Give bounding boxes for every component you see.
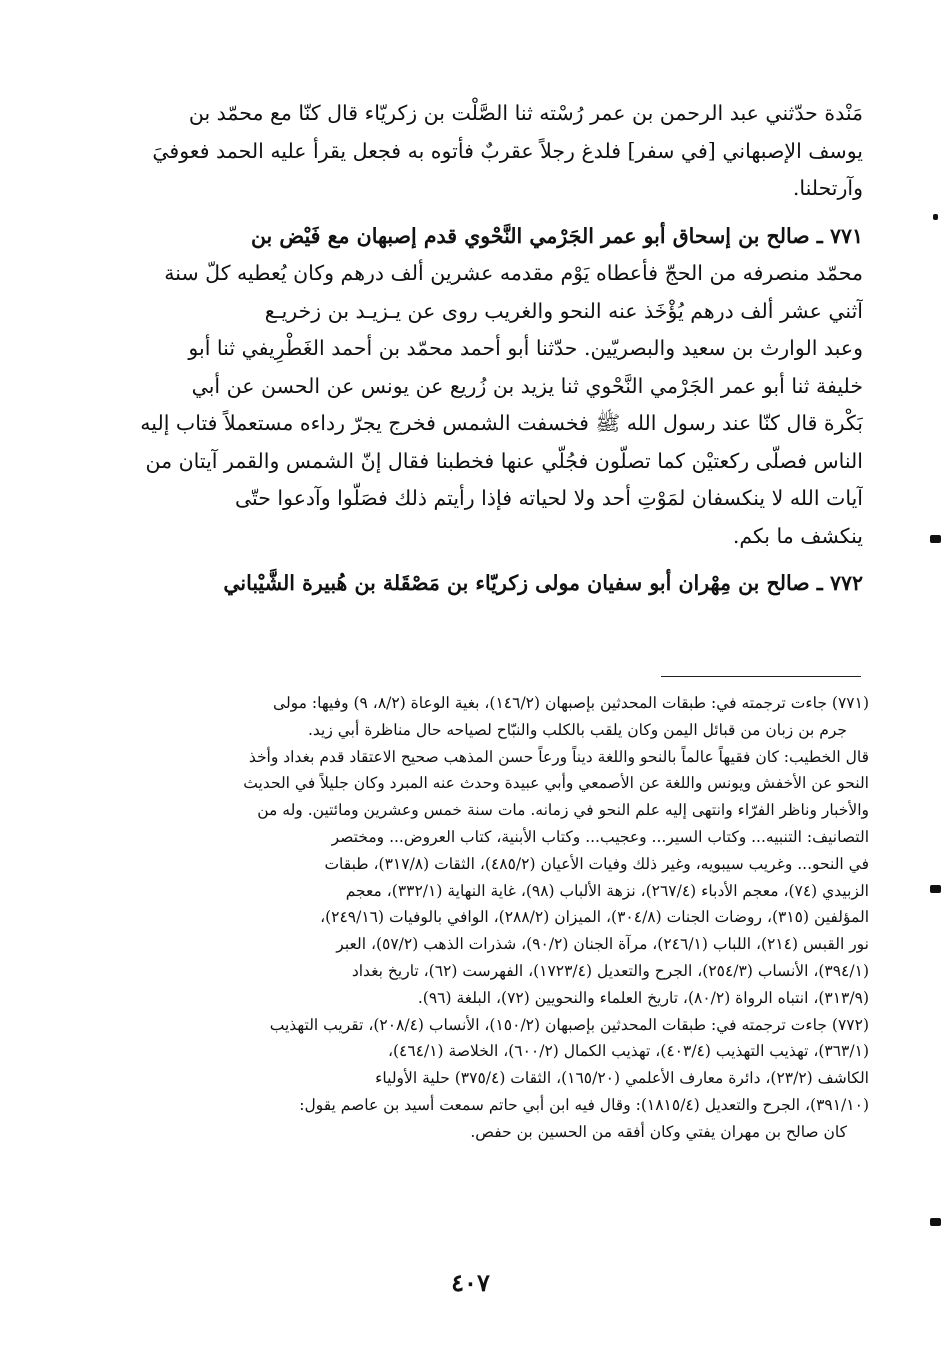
text-line: وآرتحلنا. [792,176,863,200]
footnote-771-line: جرم بن زبان من قبائل اليمن وكان يلقب بالكلب والنبّاح لصياحه حال مناظرة أبي زيد. [307,720,847,739]
footnote-772-line: كان صالح بن مهران يفتي وكان أفقه من الحسين بن حفص. [470,1122,847,1141]
text-line: محمّد منصرفه من الحجّ فأعطاه يَوْم مقدمه عشرين ألف درهم وكان يُعطيه كلّ سنة [164,261,863,285]
footnote-772-line: (٣٩١/١٠)، الجرح والتعديل (١٨١٥/٤): وقال فيه ابن أبي حاتم سمعت أسيد بن عاصم يقول: [299,1095,869,1114]
footnote-771-line: (٣٩٤/١)، الأنساب (٢٥٤/٣)، الجرح والتعديل (١٧٢٣/٤)، الفهرست (٦٢)، تاريخ بغداد [351,961,869,980]
main-text-block [130,95,863,603]
text-line: ينكشف ما بكم. [732,523,863,548]
footnote-771-line: المؤلفين (٣١٥)، روضات الجنات (٣٠٤/٨)، الميزان (٢٨٨/٢)، الوافي بالوفيات (٢٤٩/١٦)، [320,908,869,927]
text-line: الناس فصلّى ركعتيْن كما تصلّون فجُلّي عنها فخطبنا فقال إنّ الشمس والقمر آيتان من [145,448,863,473]
page-number: ٤٠٧ [451,1268,490,1297]
text-line: وعبد الوارث بن سعيد والبصريّين. حدّثنا أبو أحمد محمّد بن أحمد الغَطْرِيفي ثنا أبو [188,336,863,360]
footnote-771-line: والأخبار وناظر الفرّاء وانتهى إليه علم النحو في زمانه. مات سنة خمس وعشرين ومائتين. وله من [257,801,869,820]
footnote-771-line: قال الخطيب: كان فقيهاً عالماً بالنحو واللغة ديناً ورعاً حسن المذهب صحيح الاعتقاد قدم بغداد وأخذ [248,747,869,766]
footnote-771-line: (٣١٣/٩)، انتباه الرواة (٨٠/٢)، تاريخ العلماء والنحويين (٧٢)، البلغة (٩٦). [417,988,869,1007]
scan-mark [933,214,938,220]
footnotes-block [128,690,869,1146]
entry-771-title: ٧٧١ ـ صالح بن إسحاق أبو عمر الجَرْمي النَّحْوي قدم إصبهان مع فَيْض بن [250,223,863,248]
text-line: بَكْرة قال كنّا عند رسول الله ﷺ فخسفت الشمس فخرج يجرّ رداءه مستعملاً فتاب إليه [140,411,863,435]
scan-mark [930,535,941,543]
footnote-771-line: النحو عن الأخفش ويونس واللغة عن الأصمعي وأبي عبيدة وحدث عنه المبرد وكان جليلاً في الحديث [243,774,869,793]
scan-mark [930,885,941,893]
footnote-772-line: (٣٦٣/١)، تهذيب التهذيب (٤٠٣/٤)، تهذيب الكمال (٦٠٠/٢)، الخلاصة (٤٦٤/١)، [387,1042,869,1061]
scan-mark [930,1218,941,1226]
footnote-771-line: التصانيف: التنبيه... وكتاب السير... وعجيب... وكتاب الأبنية، كتاب العروض... ومختصر [331,827,869,846]
footnote-772-line: الكاشف (٢٣/٢)، دائرة معارف الأعلمي (١٦٥/٢٠)، الثقات (٣٧٥/٤) حلية الأولياء [375,1069,869,1088]
footnote-771-line: في النحو... وغريب سيبويه، وغير ذلك وفيات الأعيان (٤٨٥/٢)، الثقات (٣١٧/٨)، طبقات [324,854,869,873]
entry-772-title: ٧٧٢ ـ صالح بن مِهْران أبو سفيان مولى زكريّاء بن مَصْقَلة بن هُبيرة الشَّيْباني [223,571,863,595]
text-line: آثني عشر ألف درهم يُؤْخَذ عنه النحو والغريب روى عن يـزيـد بن زخريـع [264,298,863,323]
text-line: مَنْدة حدّثني عبد الرحمن بن عمر رُسْته ثنا الصَّلْت بن زكريّاء قال كنّا مع محمّد بن [188,101,863,125]
footnote-divider [661,676,861,677]
footnote-771-line: نور القبس (٢١٤)، اللباب (٢٤٦/١)، مرآة الجنان (٩٠/٢)، شذرات الذهب (٥٧/٢)، العبر [336,935,869,954]
footnote-772-line: (٧٧٢) جاءت ترجمته في: طبقات المحدثين بإصبهان (١٥٠/٢)، الأنساب (٢٠٨/٤)، تقريب التهذيب [269,1015,869,1034]
footnote-771-line: (٧٧١) جاءت ترجمته في: طبقات المحدثين بإصبهان (١٤٦/٢)، بغية الوعاة (٨/٢، ٩) وفيها: مولى [273,694,869,712]
text-line: خليفة ثنا أبو عمر الجَرْمي النَّحْوي ثنا يزيد بن زُريع عن يونس عن الحسن عن أبي [191,373,863,398]
footnote-771-line: الزبيدي (٧٤)، معجم الأدباء (٢٦٧/٤)، نزهة الألباب (٩٨)، غاية النهاية (٣٣٢/١)، معجم [345,881,869,900]
text-line: يوسف الإصبهاني [في سفر] فلدغ رجلاً عقربٌ فأتوه به فجعل يقرأ عليه الحمد فعوفيَ [152,138,863,163]
text-line: آيات الله لا ينكسفان لمَوْتِ أحد ولا لحياته فإذا رأيتم ذلك فصَلّوا وآدعوا حتّى [234,486,863,510]
